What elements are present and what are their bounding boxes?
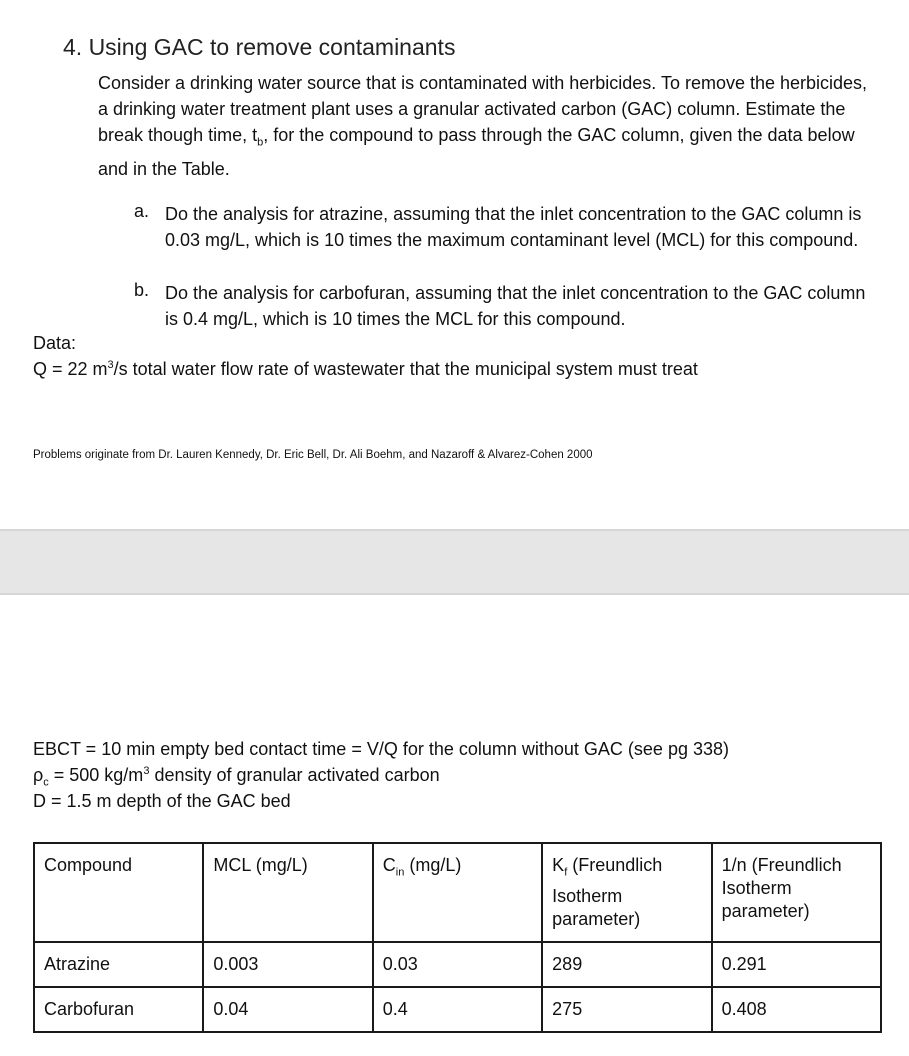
page-break-divider xyxy=(0,529,909,595)
density-line xyxy=(33,765,440,789)
cell-compound: Carbofuran xyxy=(34,987,203,1032)
parameter-table xyxy=(33,842,882,1033)
part-b-label: b. xyxy=(134,280,150,300)
part-b-text: Do the analysis for carbofuran, assuming that the inlet concentration to the GAC column is 0.4 mg/L, which is 10 times the MCL for this compound. xyxy=(165,283,866,329)
cell-n: 0.408 xyxy=(712,987,881,1032)
header-cin-unit: (mg/L) xyxy=(404,855,462,875)
header-kf-rest: (Freundlich Isotherm parameter) xyxy=(552,855,663,929)
header-cin xyxy=(373,843,542,942)
depth-line: D = 1.5 m depth of the GAC bed xyxy=(33,791,291,811)
cell-cin: 0.4 xyxy=(373,987,542,1032)
rho-symbol: ρ xyxy=(33,765,44,785)
header-kf-k: K xyxy=(552,855,565,875)
data-label: Data: xyxy=(33,333,77,353)
header-kf-sub: f xyxy=(564,866,568,879)
cell-mcl: 0.04 xyxy=(203,987,372,1032)
problem-intro xyxy=(98,70,878,182)
flow-rate-pre: Q = 22 m xyxy=(33,359,108,379)
intro-text: Consider a drinking water source that is contaminated with herbicides. To remove the herbicides, a drinking water treatment plant uses a granular activated carbon (GAC) column. Estimate the break though time, t xyxy=(98,73,868,145)
table-row xyxy=(34,987,881,1032)
cell-n: 0.291 xyxy=(712,942,881,987)
ebct-line: EBCT = 10 min empty bed contact time = V/Q for the column without GAC (see pg 338) xyxy=(33,739,729,759)
cell-kf: 275 xyxy=(542,987,711,1032)
part-a-label: a. xyxy=(134,201,150,221)
cell-kf: 289 xyxy=(542,942,711,987)
intro-subscript: b xyxy=(257,136,264,149)
intro-text-end: , for the compound to pass through the GAC column, given the data below and in the Table. xyxy=(98,125,855,179)
cell-compound: Atrazine xyxy=(34,942,203,987)
table-header-row xyxy=(34,843,881,942)
header-cin-c: C xyxy=(382,855,396,875)
source-credit: Problems originate from Dr. Lauren Kennedy, Dr. Eric Bell, Dr. Ali Boehm, and Nazaroff & Alvarez-Cohen 2000 xyxy=(33,449,593,461)
header-mcl: MCL (mg/L) xyxy=(203,843,372,942)
flow-rate-post: /s total water flow rate of wastewater that the municipal system must treat xyxy=(113,359,698,379)
header-kf xyxy=(542,843,711,942)
density-sup: 3 xyxy=(143,765,150,777)
header-compound: Compound xyxy=(34,843,203,942)
cell-cin: 0.03 xyxy=(373,942,542,987)
density-post: density of granular activated carbon xyxy=(149,765,440,785)
header-cin-sub: in xyxy=(395,866,405,879)
flow-rate-sup: 3 xyxy=(107,359,114,371)
flow-rate-line xyxy=(33,359,698,380)
problem-heading: 4. Using GAC to remove contaminants xyxy=(63,34,456,60)
table-row xyxy=(34,942,881,987)
header-n: 1/n (Freundlich Isotherm parameter) xyxy=(712,843,881,942)
cell-mcl: 0.003 xyxy=(203,942,372,987)
rho-subscript: c xyxy=(43,776,49,789)
density-mid: = 500 kg/m xyxy=(48,765,144,785)
part-a-text: Do the analysis for atrazine, assuming that the inlet concentration to the GAC column is 0.03 mg/L, which is 10 times the maximum contaminant level (MCL) for this compound. xyxy=(165,204,862,250)
